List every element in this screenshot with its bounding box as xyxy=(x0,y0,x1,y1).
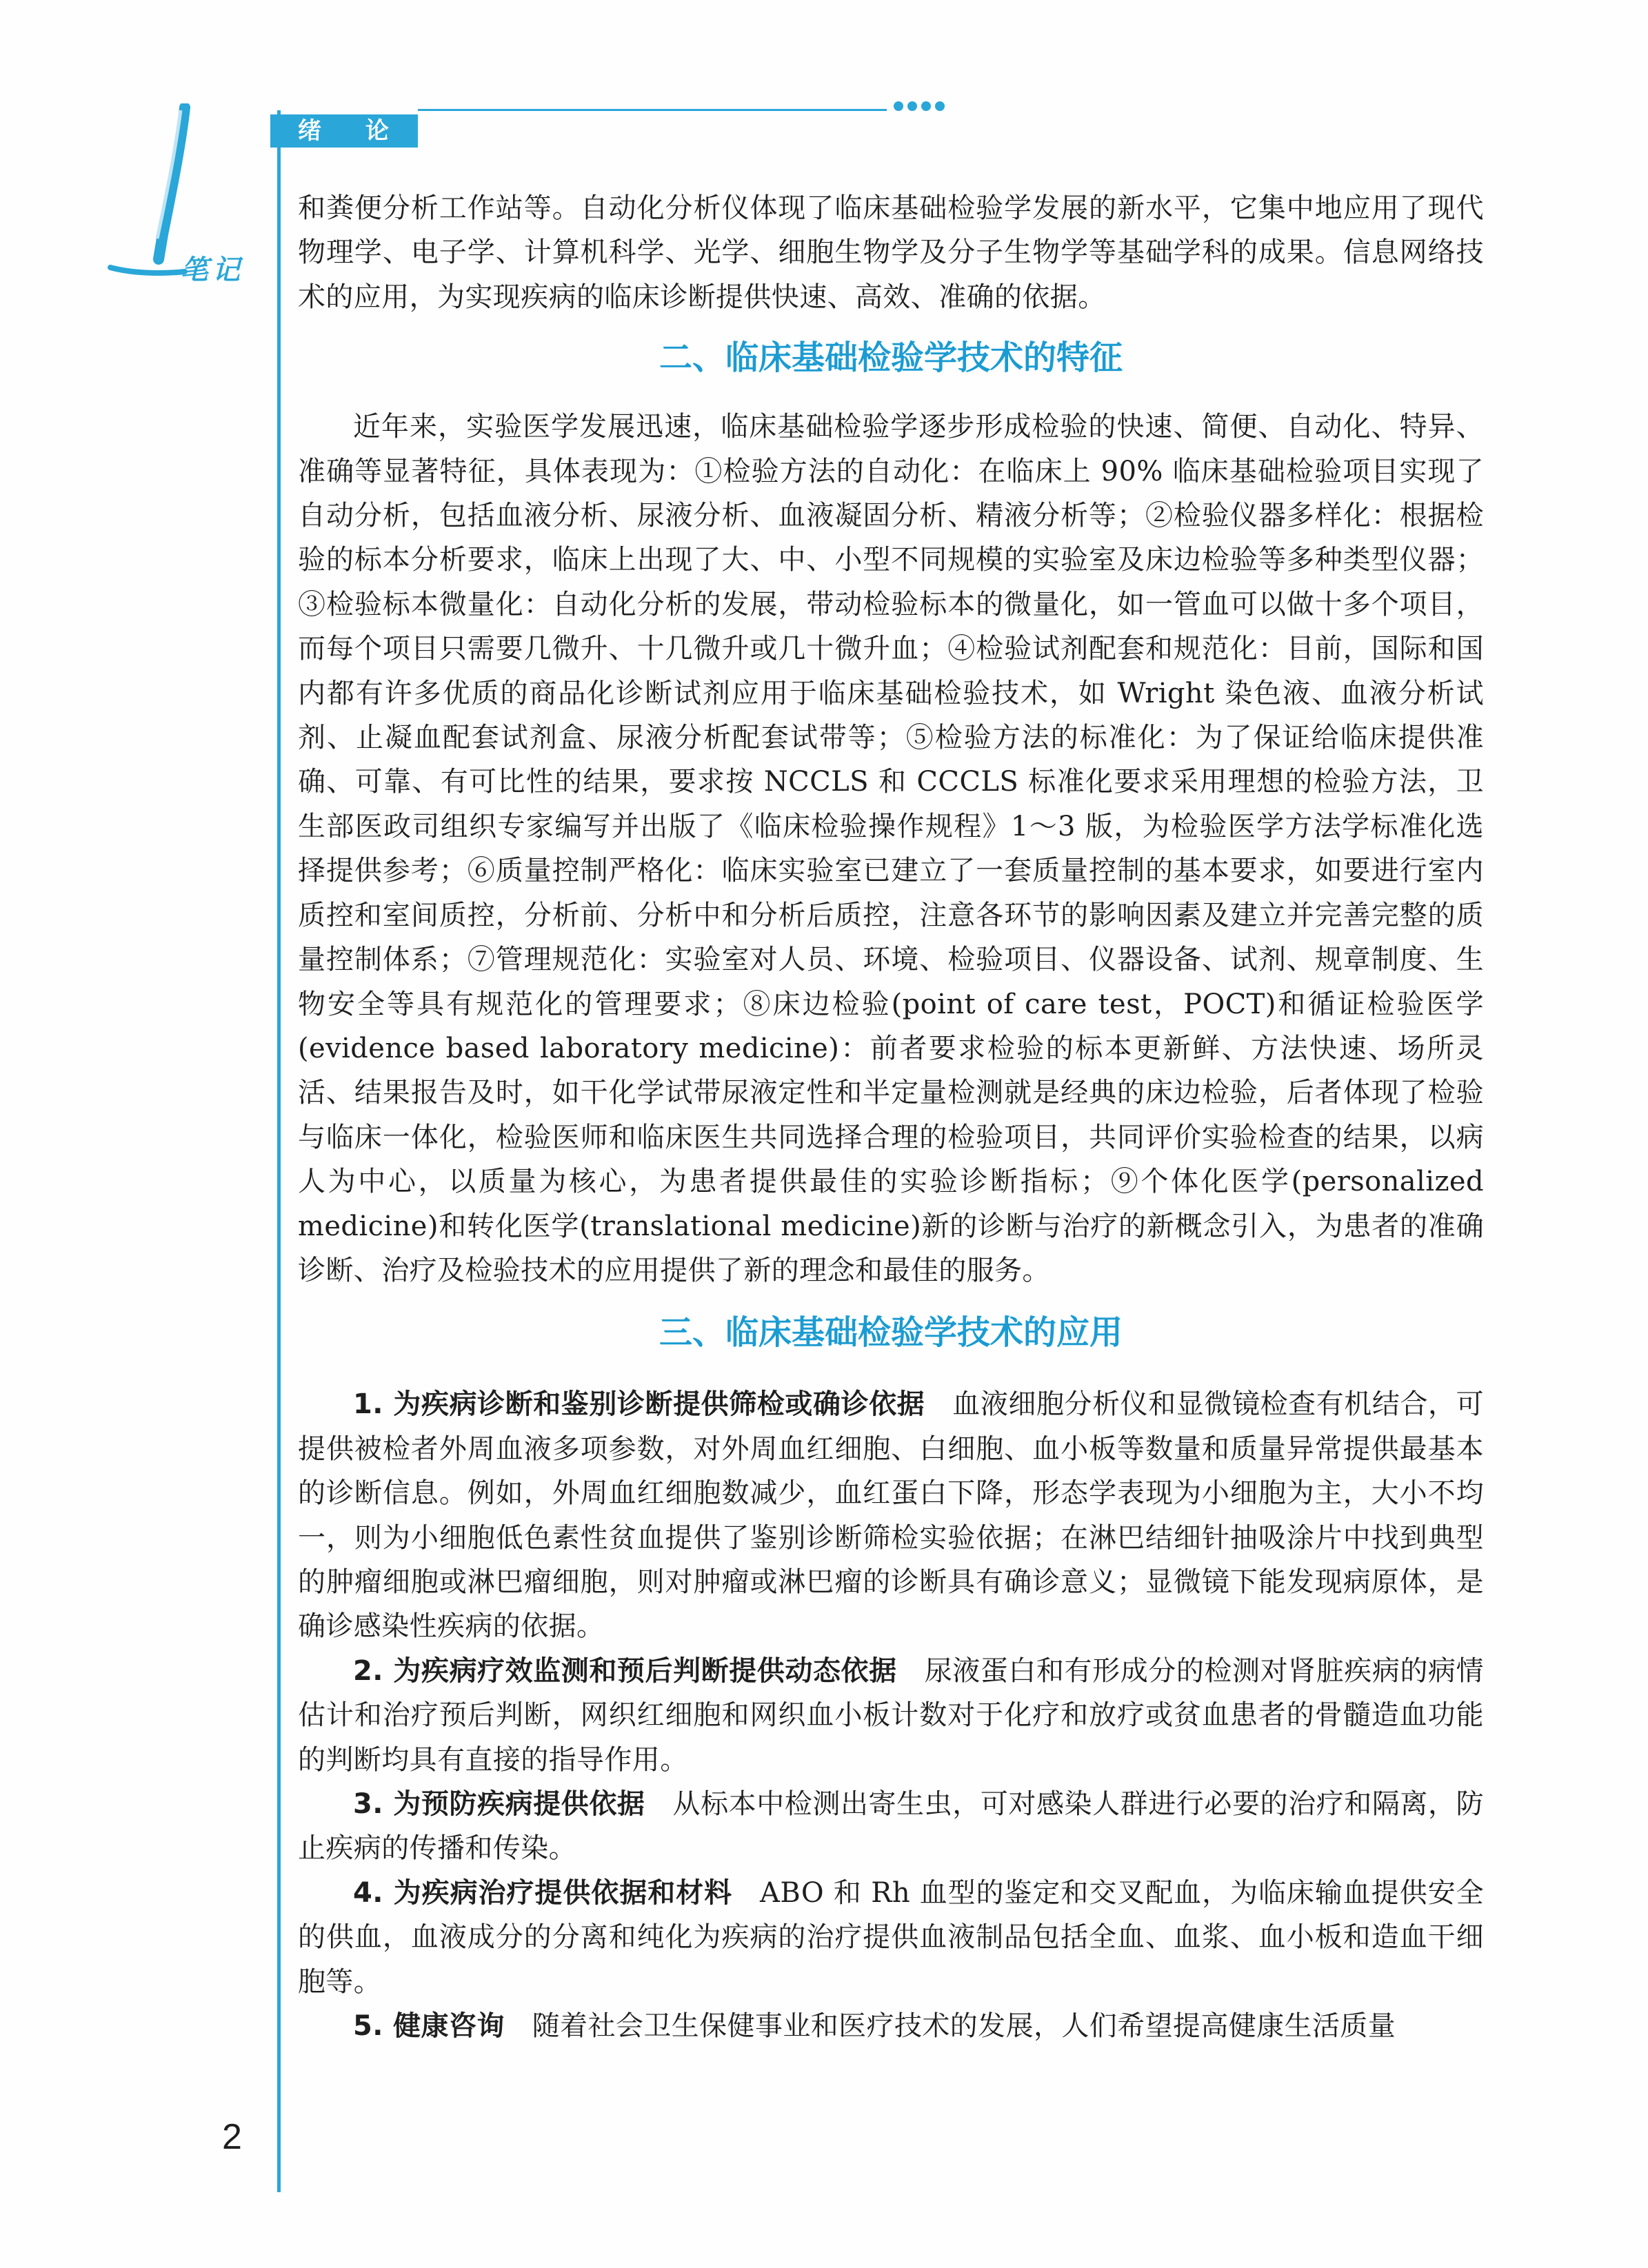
header-dots xyxy=(894,101,949,114)
page-content xyxy=(298,186,1484,2048)
note-label: 笔记 xyxy=(181,254,244,286)
section-heading-features: 二、临床基础检验学技术的特征 xyxy=(659,338,1123,378)
application-item-title: 2. 为疾病疗效监测和预后判断提供动态依据 xyxy=(353,1654,897,1687)
application-item-text: 从标本中检测出寄生虫，可对感染人群进行必要的治疗和隔离，防止疾病的传播和传染。 xyxy=(298,1788,1484,1865)
application-item-text: 尿液蛋白和有形成分的检测对肾脏疾病的病情估计和治疗预后判断，网织红细胞和网织血小板计数对于化疗和放疗或贫血患者的骨髓造血功能的判断均具有直接的指导作用。 xyxy=(298,1654,1485,1776)
intro-paragraph: 和粪便分析工作站等。自动化分析仪体现了临床基础检验学发展的新水平，它集中地应用了现代物理学、电子学、计算机科学、光学、细胞生物学及分子生物学等基础学科的成果。信息网络技术的应用，为实现疾病的临床诊断提供快速、高效、准确的依据。 xyxy=(298,192,1484,313)
chapter-label: 绪 论 xyxy=(298,117,407,145)
application-item-text: ABO 和 Rh 血型的鉴定和交叉配血，为临床输血提供安全的供血，血液成分的分离和纯化为疾病的治疗提供血液制品包括全血、血浆、血小板和造血干细胞等。 xyxy=(298,1876,1484,1998)
features-paragraph: 近年来，实验医学发展迅速，临床基础检验学逐步形成检验的快速、简便、自动化、特异、准确等显著特征，具体表现为：①检验方法的自动化：在临床上 90% 临床基础检验项目实现了自动分析，包括血液分析、尿液分析、血液凝固分析、精液分析等；②检验仪器多样化：根据检验的标本分析要求，临床上出现了大、中、小型不同规模的实验室及床边检验等多种类型仪器；③检验标本微量化：自动化分析的发展，带动检验标本的微量化，如一管血可以做十多个项目，而每个项目只需要几微升、十几微升或几十微升血；④检验试剂配套和规范化：目前，国际和国内都有许多优质的商品化诊断试剂应用于临床基础检验技术，如 Wright 染色液、血液分析试剂、止凝血配套试剂盒、尿液分析配套试带等；⑤检验方法的标准化：为了保证给临床提供准确、可靠、有可比性的结果，要求按 NCCLS 和 CCCLS 标准化要求采用理想的检验方法，卫生部医政司组织专家编写并出版了《临床检验操作规程》1～3 版，为检验医学方法学标准化选择提供参考；⑥质量控制严格化：临床实验室已建立了一套质量控制的基本要求，如要进行室内质控和室间质控，分析前、分析中和分析后质控，注意各环节的影响因素及建立并完善完整的质量控制体系；⑦管理规范化：实验室对人员、环境、检验项目、仪器设备、试剂、规章制度、生物安全等具有规范化的管理要求；⑧床边检验(point of care test，POCT)和循证检验医学(evidence based laboratory medicine)：前者要求检验的标本更新鲜、方法快速、场所灵活、结果报告及时，如干化学试带尿液定性和半定量检测就是经典的床边检验，后者体现了检验与临床一体化，检验医师和临床医生共同选择合理的检验项目，共同评价实验检查的结果，以病人为中心，以质量为核心，为患者提供最佳的实验诊断指标；⑨个体化医学(personalized medicine)和转化医学(translational medicine)新的诊断与治疗的新概念引入，为患者的准确诊断、治疗及检验技术的应用提供了新的理念和最佳的服务。 xyxy=(298,411,1484,1286)
application-item-text: 血液细胞分析仪和显微镜检查有机结合，可提供被检者外周血液多项参数，对外周血红细胞、白细胞、血小板等数量和质量异常提供最基本的诊断信息。例如，外周血红细胞数减少，血红蛋白下降，形态学表现为小细胞为主，大小不均一，则为小细胞低色素性贫血提供了鉴别诊断筛检实验依据；在淋巴结细针抽吸涂片中找到典型的肿瘤细胞或淋巴瘤细胞，则对肿瘤或淋巴瘤的诊断具有确诊意义；显微镜下能发现病原体，是确诊感染性疾病的依据。 xyxy=(298,1388,1484,1643)
header-rule xyxy=(418,109,887,111)
application-item xyxy=(298,1649,1484,1782)
application-item-title: 4. 为疾病治疗提供依据和材料 xyxy=(353,1876,733,1909)
chapter-tab xyxy=(270,114,418,148)
section-heading-applications: 三、临床基础检验学技术的应用 xyxy=(659,1313,1123,1353)
margin-rule xyxy=(277,110,281,2192)
application-item-title: 5. 健康咨询 xyxy=(353,2010,505,2043)
application-item xyxy=(298,2004,1484,2048)
application-item-text: 随着社会卫生保健事业和医疗技术的发展，人们希望提高健康生活质量 xyxy=(532,2010,1396,2043)
page-number: 2 xyxy=(222,2117,242,2157)
application-item xyxy=(298,1782,1484,1871)
application-item-title: 1. 为疾病诊断和鉴别诊断提供筛检或确诊依据 xyxy=(353,1388,925,1421)
application-item xyxy=(298,1382,1484,1648)
application-item xyxy=(298,1871,1484,2004)
application-item-title: 3. 为预防疾病提供依据 xyxy=(353,1788,645,1820)
